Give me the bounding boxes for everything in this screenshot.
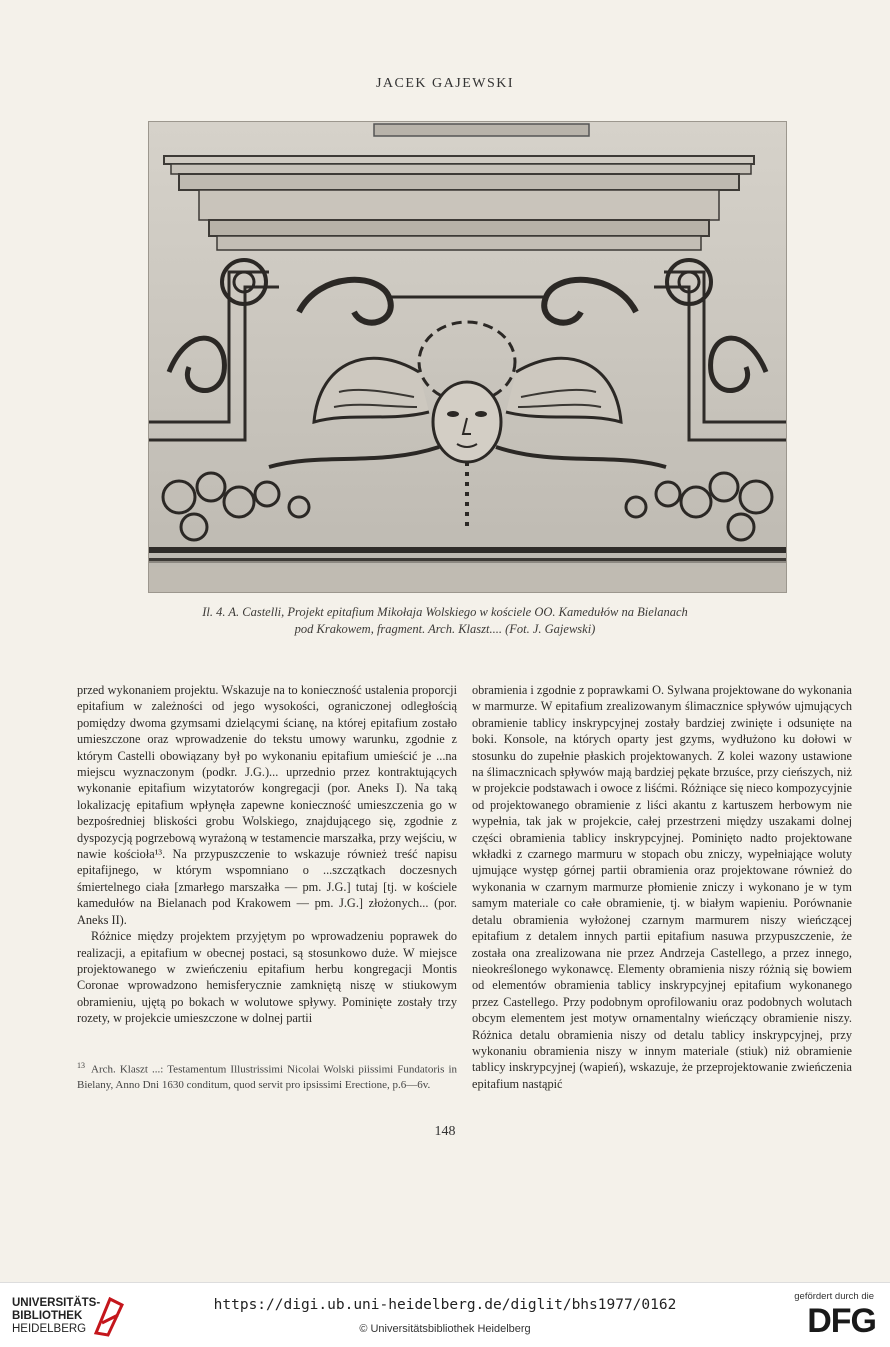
caption-line-1: Il. 4. A. Castelli, Projekt epitafium Mikołaja Wolskiego w kościele OO. Kamedułów na Bielanach — [202, 605, 688, 619]
epitaph-drawing-image — [149, 122, 786, 592]
paragraph: obramienia i zgodnie z poprawkami O. Sylwana projektowane do wykonania w marmurze. W epitafium zrealizowanym ślimacznice spływów ujmujących obramienie tablicy inskrypcyjnej zostały bardziej zwinięte i odsunięte na boki. Konsole, na których oparty jest gzyms, wydłużono ku dołowi w stosunku do zupełnie płaskich projektowanych. Z kolei wazony ustawione na ślimacznicach spływów mają bardziej pękate brzuśce, przy cieńszych, niż w projekcie podstawach i owoce z liśćmi. Różniące się nieco kompozycyjnie od projektowanego obramienie z liści akantu z kartuszem herbowym nie wypełnia, tak jak w projekcie, całej przestrzeni między uszakami dolnej części obramienia tablicy inskrypcyjnej. Pominięto nadto projektowane wkładki z czarnego marmuru w stopach obu zniczy, wypełniające woluty ujmujące występ górnej partii obramienia oraz projektowane również do wykonania w czarnym marmurze płomienie zniczy i wykonano je w tym samym materiale co całe obramienie, tj. w białym wapieniu. Porównanie detalu obramienia wyłożonej czarnym marmurem niszy wieńczącej epitafium z detalem innych partii epitafium nasuwa przypuszczenie, że została ona zrealizowana nie przez Andrzeja Castellego, a przez innego, nieokreślonego wykonawcę. Elementy obramienia niszy różnią się bowiem od elementów obramienia tablicy inskrypcyjnej epitafium wykonanego przez Castellego. Przy podobnym oprofilowaniu oraz podobnych wolutach obcym elementem jest motyw ornamentalny wieńczący obramienie niszy. Różnica detalu obramienia niszy od detalu tablicy inskrypcyjnej, przy wykonaniu obramienia niszy w innym materiale (stiuk) niż obramienie tablicy inskrypcyjnej (wapień), wskazuje, że przeprojektowanie zwieńczenia epitafium nastąpić — [472, 683, 852, 1091]
figure-epitaph-drawing — [148, 121, 787, 593]
page-number: 148 — [434, 1124, 456, 1139]
funding-note: gefördert durch die — [794, 1291, 874, 1302]
library-name-line-3: HEIDELBERG — [12, 1323, 87, 1335]
permalink-url[interactable]: https://digi.ub.uni-heidelberg.de/diglit/bhs1977/0162 — [213, 1297, 677, 1313]
footnote-text: Arch. Klaszt ...: Testamentum Illustrissimi Nicolai Wolski piissimi Fundatoris in Bielany, Anno Dni 1630 conditum, quod servit pro ipsissimi Erectione, p.6—6v. — [77, 1063, 457, 1091]
library-name-line-1: UNIVERSITÄTS- — [12, 1297, 101, 1309]
figure-caption — [100, 604, 790, 638]
paragraph: Różnice między projektem przyjętym po wprowadzeniu poprawek do realizacji, a epitafium w obecnej postaci, są stosunkowo duże. W miejsce projektowanego w zwieńczeniu epitafium herbu kongregacji Montis Coronae wprowadzono hemisferycznie zamkniętą niszę w stiukowym obramieniu, ujętą po bokach w wolutowe spływy. Pominięte zostały trzy rozety, w projekcie umieszczone w dolnej partii — [77, 929, 457, 1026]
caption-line-2: pod Krakowem, fragment. Arch. Klaszt.... (Fot. J. Gajewski) — [294, 622, 596, 636]
viewer-footer — [0, 1282, 890, 1347]
text-column-right — [472, 682, 852, 1092]
running-title: JACEK GAJEWSKI — [375, 76, 515, 91]
copyright-notice: © Universitätsbibliothek Heidelberg — [359, 1323, 531, 1335]
paragraph: przed wykonaniem projektu. Wskazuje na to konieczność ustalenia proporcji epitafium w zależności od jego wysokości, ograniczonej odległością pomiędzy dwoma gzymsami dzielącymi ścianę, na której epitafium zostało umieszczone oraz wprowadzenie do tekstu umowy warunku, zgodnie z którym Castelli obowiązany był po wykonaniu epitafium umieścić je ...na miejscu wyznaczonym (podkr. J.G.)... uprzednio przez kontraktujących wykonanie epitafium wizytatorów kongregacji (por. Aneks I). Na taką lokalizację epitafium wpłynęła zapewne konieczność umieszczenia go w bezpośredniej bliskości grobu Wolskiego, znajdującego się, zgodnie z dyspozycją pogrzebową wyrażoną w testamencie marszałka, przy wejściu, w nawie kościoła¹³. Na przypuszczenie to wskazuje również treść napisu epitafijnego, w którym wspomniano o ...szczątkach doczesnych śmiertelnego ciała [zmarłego marszałka — pm. J.G.] tutaj [tj. w kościele kamedułów na Bielanach pod Krakowem — pm. J.G.] złożonych... (por. Aneks II). — [77, 683, 457, 927]
dfg-logo[interactable]: DFG — [807, 1302, 876, 1340]
footnote-number: 13 — [77, 1061, 85, 1070]
text-column-left — [77, 682, 457, 1027]
library-name-line-2: BIBLIOTHEK — [12, 1310, 83, 1322]
footnote — [77, 1058, 457, 1093]
